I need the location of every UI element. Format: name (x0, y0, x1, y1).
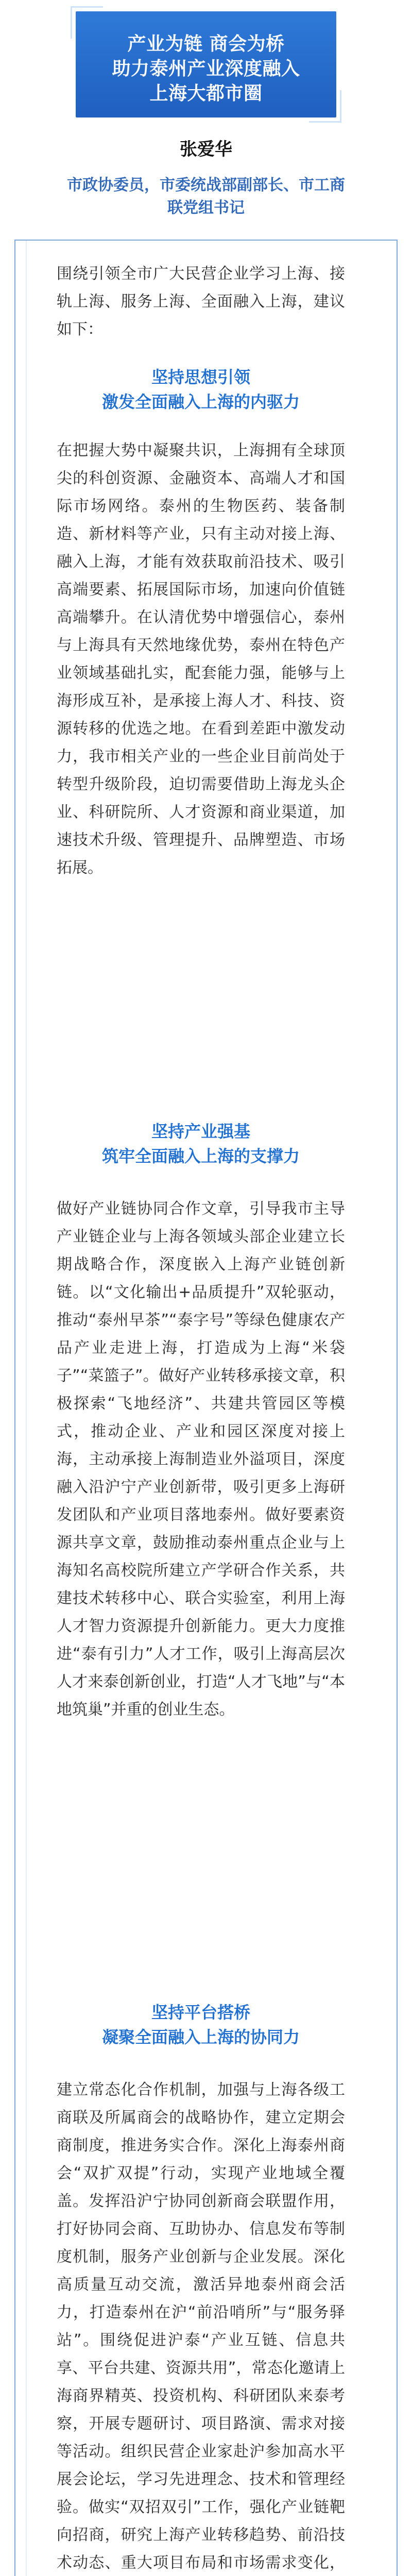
intro-paragraph: 围绕引领全市广大民营企业学习上海、接轨上海、服务上海、全面融入上海，建议如下： (57, 265, 345, 338)
author-name: 张爱华 (180, 139, 232, 160)
headline: 产业为链 商会为桥 助力泰州产业深度融入 上海大都市圈 (112, 33, 300, 104)
section-heading-3: 坚持平台搭桥 凝聚全面融入上海的协同力 (101, 2003, 300, 2047)
section-heading-2: 坚持产业强基 筑牢全面融入上海的支撑力 (101, 1122, 300, 1166)
header-banner (76, 11, 336, 117)
section-body-1: 在把握大势中凝聚共识，上海拥有全球顶尖的科创资源、金融资本、高端人才和国际市场网络。泰州的生物医药、装备制造、新材料等产业，只有主动对接上海、融入上海，才能有效获取前沿技术、吸引高端要素、拓展国际市场，加速向价值链高端攀升。在认清优势中增强信心，泰州与上海具有天然地缘优势，泰州在特色产业领域基础扎实，配套能力强，能够与上海形成互补，是承接上海人才、科技、资源转移的优选之地。在看到差距中激发动力，我市相关产业的一些企业目前尚处于转型升级阶段，迫切需要借助上海龙头企业、科研院所、人才资源和商业渠道，加速技术升级、管理提升、品牌塑造、市场拓展。 (57, 442, 345, 877)
section-body-2: 做好产业链协同合作文章，引导我市主导产业链企业与上海各领域头部企业建立长期战略合作，深度嵌入上海产业链创新链。以“文化输出+品质提升”双轮驱动，推动“泰州早茶”“泰字号”等绿色健康农产品产业走进上海，打造成为上海“米袋子”“菜篮子”。做好产业转移承接文章，积极探索“飞地经济”、共建共管园区等模式，推动企业、产业和园区深度对接上海，主动承接上海制造业外溢项目，深度融入沿沪宁产业创新带，吸引更多上海研发团队和产业项目落地泰州。做好要素资源共享文章，鼓励推动泰州重点企业与上海知名高校院所建立产学研合作关系，共建技术转移中心、联合实验室，利用上海人才智力资源提升创新能力。更大力度推进“泰有引力”人才工作，吸引上海高层次人才来泰创新创业，打造“人才飞地”与“本地筑巢”并重的创业生态。 (57, 1200, 345, 1719)
section-heading-1: 坚持思想引领 激发全面融入上海的内驱力 (101, 367, 300, 412)
section-body-3: 建立常态化合作机制，加强与上海各级工商联及所属商会的战略协作，建立定期会商制度，推进务实合作。深化上海泰州商会“双扩双提”行动，实现产业地域全覆盖。发挥沿沪宁协同创新商会联盟作用，打好协同会商、互助协办、信息发布等制度机制，服务产业创新与企业发展。深化高质量互动交流，激活异地泰州商会活力，打造泰州在沪“前沿哨所”与“服务驿站”。围绕促进沪泰“产业互链、信息共享、平台共建、资源共用”，常态化邀请上海商界精英、投资机构、科研团队来泰考察，开展专题研讨、项目路演、需求对接等活动。组织民营企业家赴沪参加高水平展会论坛，学习先进理念、技术和管理经验。做实“双招双引”工作，强化产业链靶向招商，研究上海产业转移趋势、前沿技术动态、重大项目布局和市场需求变化， (57, 2081, 345, 2572)
author-title: 市政协委员，市委统战部副部长、市工商 联党组书记 (67, 176, 345, 217)
